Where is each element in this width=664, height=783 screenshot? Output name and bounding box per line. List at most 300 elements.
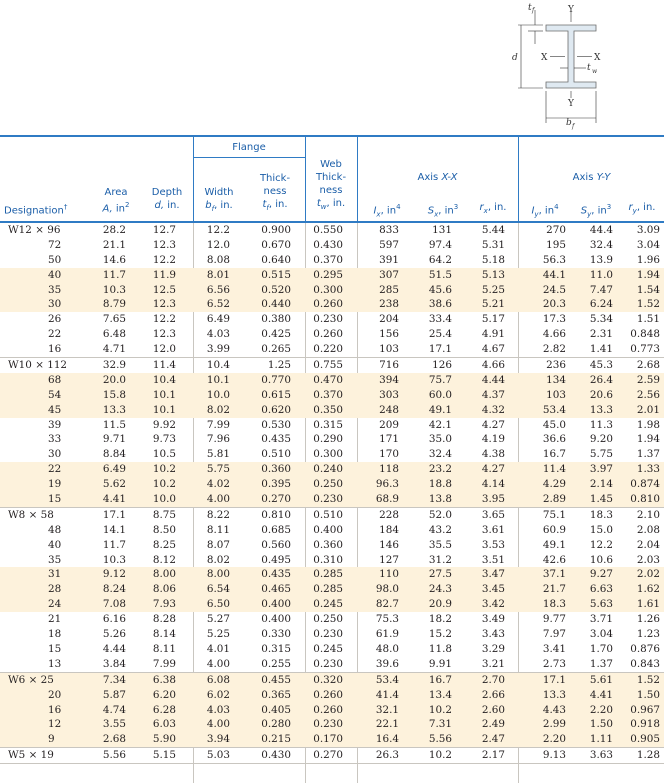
flange-width-cell: 12.0 bbox=[206, 238, 230, 251]
sx-cell: 18.2 bbox=[428, 613, 452, 626]
area-cell: 3.55 bbox=[102, 718, 126, 731]
flange-thickness-cell: 0.685 bbox=[261, 523, 291, 536]
table-row bbox=[0, 388, 664, 403]
iy-cell: 21.7 bbox=[542, 583, 566, 596]
table-row bbox=[0, 673, 664, 688]
sy-cell: 3.97 bbox=[589, 463, 613, 476]
sx-cell: 9.91 bbox=[428, 657, 452, 670]
depth-cell: 12.2 bbox=[152, 313, 176, 326]
iy-cell: 4.43 bbox=[542, 703, 566, 716]
web-thickness-cell: 0.310 bbox=[313, 553, 343, 566]
web-thickness-cell: 0.300 bbox=[313, 448, 343, 461]
rx-cell: 3.95 bbox=[481, 493, 505, 506]
iy-cell: 3.41 bbox=[542, 642, 566, 655]
flange-thickness-cell: 0.465 bbox=[261, 583, 291, 596]
web-thickness-cell: 0.370 bbox=[313, 388, 343, 401]
designation-cell: 19 bbox=[48, 478, 62, 491]
flange-width-cell: 12.2 bbox=[206, 224, 230, 236]
flange-thickness-cell: 0.270 bbox=[261, 493, 291, 506]
ry-cell: 0.905 bbox=[630, 733, 660, 746]
flange-thickness-cell: 0.560 bbox=[261, 538, 291, 551]
designation-cell: 39 bbox=[48, 418, 62, 431]
rx-cell: 2.70 bbox=[481, 673, 505, 686]
flange-thickness-cell: 0.615 bbox=[261, 388, 291, 401]
flange-width-cell: 8.07 bbox=[206, 538, 230, 551]
ry-cell: 0.848 bbox=[630, 328, 660, 341]
sx-cell: 18.8 bbox=[428, 478, 452, 491]
sx-heading: $S_x$, $in^3$ bbox=[427, 203, 459, 219]
iy-cell: 20.3 bbox=[542, 298, 566, 311]
iy-cell: 53.4 bbox=[542, 403, 566, 416]
designation-cell: 35 bbox=[48, 283, 62, 296]
sx-cell: 32.4 bbox=[428, 448, 452, 461]
depth-cell: 10.2 bbox=[152, 478, 176, 491]
sy-cell: 3.71 bbox=[589, 613, 613, 626]
web-thickness-cell: 0.470 bbox=[313, 373, 343, 386]
depth-cell: 9.73 bbox=[152, 433, 176, 446]
iy-cell: 134 bbox=[546, 373, 566, 386]
iy-cell: 4.29 bbox=[542, 478, 566, 491]
flange-width-cell: 7.99 bbox=[206, 418, 230, 431]
ry-cell: 2.56 bbox=[636, 388, 660, 401]
tf-subscript: f bbox=[532, 7, 535, 14]
flange-thickness-cell: 0.365 bbox=[261, 688, 291, 701]
web-thickness-cell: 0.230 bbox=[313, 493, 343, 506]
w-shape-cross-section-diagram bbox=[498, 0, 618, 130]
iy-cell: 236 bbox=[546, 359, 566, 372]
sy-cell: 13.3 bbox=[589, 403, 613, 416]
designation-cell: W6 × 25 bbox=[8, 673, 54, 686]
iy-cell: 36.6 bbox=[542, 433, 566, 446]
flange-group-heading: Flange bbox=[232, 142, 266, 153]
ry-cell: 1.96 bbox=[636, 253, 660, 266]
depth-cell: 10.0 bbox=[152, 493, 176, 506]
sx-cell: 131 bbox=[432, 224, 452, 236]
rx-cell: 4.66 bbox=[481, 359, 505, 372]
designation-cell: 28 bbox=[48, 583, 62, 596]
ix-cell: 98.0 bbox=[375, 583, 399, 596]
web-thickness-cell: 0.260 bbox=[313, 328, 343, 341]
designation-cell: 20 bbox=[48, 688, 62, 701]
rx-cell: 2.49 bbox=[481, 718, 505, 731]
area-cell: 14.1 bbox=[102, 523, 126, 536]
flange-width-cell: 3.94 bbox=[206, 733, 230, 746]
flange-width-cell: 8.02 bbox=[206, 553, 230, 566]
sx-cell: 97.4 bbox=[428, 238, 452, 251]
ix-heading: $I_x$, $in^4$ bbox=[373, 203, 401, 219]
sy-cell: 11.3 bbox=[589, 418, 613, 431]
flange-width-cell: 8.01 bbox=[206, 268, 230, 281]
table-row bbox=[0, 253, 664, 268]
rx-cell: 4.38 bbox=[481, 448, 505, 461]
web-thickness-cell: 0.285 bbox=[313, 568, 343, 581]
area-cell: 14.6 bbox=[102, 253, 126, 266]
ix-cell: 146 bbox=[379, 538, 399, 551]
sy-cell: 18.3 bbox=[589, 508, 613, 521]
iy-cell: 44.1 bbox=[542, 268, 566, 281]
table-row-group bbox=[0, 748, 664, 763]
sy-cell: 2.14 bbox=[589, 478, 613, 491]
flange-width-heading: Width $b_f$, in. bbox=[204, 187, 234, 213]
table-row bbox=[0, 538, 664, 553]
web-thickness-cell: 0.370 bbox=[313, 253, 343, 266]
table-row bbox=[0, 582, 664, 597]
ix-cell: 209 bbox=[379, 418, 399, 431]
designation-cell: 12 bbox=[48, 718, 62, 731]
web-thickness-cell: 0.245 bbox=[313, 598, 343, 611]
flange-width-cell: 6.52 bbox=[206, 298, 230, 311]
iy-cell: 56.3 bbox=[542, 253, 566, 266]
web-thickness-cell: 0.260 bbox=[313, 298, 343, 311]
designation-cell: W8 × 58 bbox=[8, 508, 54, 521]
flange-thickness-cell: 0.405 bbox=[261, 703, 291, 716]
flange-thickness-cell: 0.330 bbox=[261, 628, 291, 641]
web-thickness-cell: 0.755 bbox=[313, 359, 343, 372]
sx-cell: 45.6 bbox=[428, 283, 452, 296]
designation-cell: 48 bbox=[48, 523, 62, 536]
ix-cell: 32.1 bbox=[375, 703, 399, 716]
table-row bbox=[0, 688, 664, 703]
ry-cell: 1.51 bbox=[636, 313, 660, 326]
ry-cell: 2.08 bbox=[636, 523, 660, 536]
depth-cell: 6.28 bbox=[152, 703, 176, 716]
flange-thickness-cell: 0.280 bbox=[261, 718, 291, 731]
depth-cell: 6.20 bbox=[152, 688, 176, 701]
flange-width-cell: 10.1 bbox=[206, 373, 230, 386]
ry-cell: 2.68 bbox=[636, 359, 660, 372]
area-cell: 13.3 bbox=[102, 403, 126, 416]
ix-cell: 171 bbox=[379, 433, 399, 446]
sx-cell: 60.0 bbox=[428, 388, 452, 401]
sy-cell: 5.63 bbox=[589, 598, 613, 611]
rx-cell: 5.17 bbox=[481, 313, 505, 326]
table-row bbox=[0, 717, 664, 732]
ix-cell: 127 bbox=[379, 553, 399, 566]
area-cell: 4.71 bbox=[102, 343, 126, 356]
sx-cell: 35.5 bbox=[428, 538, 452, 551]
table-row bbox=[0, 342, 664, 357]
sx-cell: 24.3 bbox=[428, 583, 452, 596]
ry-cell: 2.02 bbox=[636, 568, 660, 581]
sx-cell: 13.8 bbox=[428, 493, 452, 506]
designation-heading: Designation† bbox=[4, 203, 68, 217]
area-cell: 11.7 bbox=[102, 538, 126, 551]
iy-heading: $I_y$, $in^4$ bbox=[531, 203, 559, 219]
flange-thickness-cell: 0.255 bbox=[261, 657, 291, 670]
designation-cell: 72 bbox=[48, 238, 62, 251]
table-row-group bbox=[0, 673, 664, 747]
table-row bbox=[0, 358, 664, 373]
depth-cell: 10.2 bbox=[152, 463, 176, 476]
depth-cell: 6.38 bbox=[152, 673, 176, 686]
ix-cell: 39.6 bbox=[375, 657, 399, 670]
rx-cell: 5.31 bbox=[481, 238, 505, 251]
sx-cell: 15.2 bbox=[428, 628, 452, 641]
ix-cell: 26.3 bbox=[375, 749, 399, 762]
iy-cell: 103 bbox=[546, 388, 566, 401]
rx-cell: 3.42 bbox=[481, 598, 505, 611]
depth-cell: 11.4 bbox=[152, 359, 176, 372]
table-row bbox=[0, 327, 664, 342]
area-cell: 10.3 bbox=[102, 553, 126, 566]
rx-cell: 3.47 bbox=[481, 568, 505, 581]
sx-cell: 25.4 bbox=[428, 328, 452, 341]
flange-width-cell: 4.00 bbox=[206, 718, 230, 731]
area-cell: 21.1 bbox=[102, 238, 126, 251]
web-thickness-cell: 0.260 bbox=[313, 703, 343, 716]
depth-cell: 8.25 bbox=[152, 538, 176, 551]
ix-cell: 75.3 bbox=[375, 613, 399, 626]
ix-cell: 41.4 bbox=[375, 688, 399, 701]
web-thickness-cell: 0.245 bbox=[313, 642, 343, 655]
area-cell: 5.56 bbox=[102, 749, 126, 762]
sx-cell: 10.2 bbox=[428, 749, 452, 762]
ry-cell: 1.23 bbox=[636, 628, 660, 641]
rx-cell: 3.45 bbox=[481, 583, 505, 596]
sy-cell: 13.9 bbox=[589, 253, 613, 266]
flange-width-cell: 10.4 bbox=[206, 359, 230, 372]
sx-cell: 17.1 bbox=[428, 343, 452, 356]
flange-width-cell: 3.99 bbox=[206, 343, 230, 356]
ry-cell: 2.01 bbox=[636, 403, 660, 416]
sy-heading: $S_y$, $in^3$ bbox=[580, 203, 612, 219]
sy-cell: 9.20 bbox=[589, 433, 613, 446]
ry-cell: 2.59 bbox=[636, 373, 660, 386]
designation-cell: 50 bbox=[48, 253, 62, 266]
flange-width-cell: 6.56 bbox=[206, 283, 230, 296]
ix-cell: 394 bbox=[379, 373, 399, 386]
depth-cell: 12.2 bbox=[152, 253, 176, 266]
ry-heading: $r_y$, in. bbox=[628, 202, 656, 215]
area-cell: 10.3 bbox=[102, 283, 126, 296]
iy-cell: 24.5 bbox=[542, 283, 566, 296]
flange-width-cell: 5.27 bbox=[206, 613, 230, 626]
designation-cell: 30 bbox=[48, 298, 62, 311]
rx-cell: 3.53 bbox=[481, 538, 505, 551]
flange-width-cell: 5.81 bbox=[206, 448, 230, 461]
table-row bbox=[0, 312, 664, 327]
flange-width-cell: 8.11 bbox=[206, 523, 230, 536]
flange-thickness-cell: 0.215 bbox=[261, 733, 291, 746]
flange-thickness-cell: 0.400 bbox=[261, 598, 291, 611]
area-cell: 7.65 bbox=[102, 313, 126, 326]
flange-width-cell: 4.00 bbox=[206, 657, 230, 670]
designation-cell: 21 bbox=[48, 613, 62, 626]
rx-cell: 5.13 bbox=[481, 268, 505, 281]
rx-cell: 4.27 bbox=[481, 418, 505, 431]
web-thickness-cell: 0.240 bbox=[313, 463, 343, 476]
area-cell: 2.68 bbox=[102, 733, 126, 746]
sy-cell: 1.11 bbox=[589, 733, 613, 746]
area-cell: 11.5 bbox=[102, 418, 126, 431]
area-cell: 11.7 bbox=[102, 268, 126, 281]
iy-cell: 270 bbox=[546, 224, 566, 236]
depth-cell: 8.50 bbox=[152, 523, 176, 536]
sy-cell: 12.2 bbox=[589, 538, 613, 551]
flange-underline bbox=[193, 157, 305, 158]
table-row bbox=[0, 492, 664, 507]
iy-cell: 2.89 bbox=[542, 493, 566, 506]
table-row bbox=[0, 462, 664, 477]
designation-cell: 30 bbox=[48, 448, 62, 461]
area-cell: 3.84 bbox=[102, 657, 126, 670]
area-cell: 15.8 bbox=[102, 388, 126, 401]
web-thickness-cell: 0.220 bbox=[313, 343, 343, 356]
sx-cell: 11.8 bbox=[428, 642, 452, 655]
sy-cell: 11.0 bbox=[589, 268, 613, 281]
area-cell: 6.48 bbox=[102, 328, 126, 341]
rx-cell: 4.37 bbox=[481, 388, 505, 401]
flange-thickness-cell: 0.435 bbox=[261, 433, 291, 446]
ry-cell: 0.874 bbox=[630, 478, 660, 491]
flange-thickness-cell: 0.430 bbox=[261, 749, 291, 762]
area-cell: 9.12 bbox=[102, 568, 126, 581]
ix-cell: 48.0 bbox=[375, 642, 399, 655]
designation-cell: 22 bbox=[48, 328, 62, 341]
ix-cell: 184 bbox=[379, 523, 399, 536]
ix-cell: 307 bbox=[379, 268, 399, 281]
ry-cell: 2.03 bbox=[636, 553, 660, 566]
designation-cell: 35 bbox=[48, 553, 62, 566]
ry-cell: 0.876 bbox=[630, 642, 660, 655]
iy-cell: 13.3 bbox=[542, 688, 566, 701]
ix-cell: 82.7 bbox=[375, 598, 399, 611]
table-row bbox=[0, 703, 664, 718]
web-thickness-cell: 0.285 bbox=[313, 583, 343, 596]
sx-cell: 10.2 bbox=[428, 703, 452, 716]
sy-cell: 26.4 bbox=[589, 373, 613, 386]
sy-cell: 9.27 bbox=[589, 568, 613, 581]
header-separator bbox=[305, 137, 306, 222]
flange-thickness-cell: 0.900 bbox=[261, 224, 291, 236]
web-thickness-cell: 0.350 bbox=[313, 403, 343, 416]
flange-width-cell: 10.0 bbox=[206, 388, 230, 401]
x-axis-left-label: X bbox=[541, 53, 548, 63]
iy-cell: 9.77 bbox=[542, 613, 566, 626]
flange-thickness-cell: 0.425 bbox=[261, 328, 291, 341]
ix-cell: 391 bbox=[379, 253, 399, 266]
rx-cell: 4.67 bbox=[481, 343, 505, 356]
web-thickness-cell: 0.400 bbox=[313, 523, 343, 536]
rx-cell: 4.91 bbox=[481, 328, 505, 341]
ry-cell: 1.61 bbox=[636, 598, 660, 611]
rx-cell: 5.44 bbox=[481, 224, 505, 236]
table-row bbox=[0, 403, 664, 418]
flange-width-cell: 6.50 bbox=[206, 598, 230, 611]
flange-thickness-cell: 1.25 bbox=[267, 359, 291, 372]
flange-width-cell: 6.49 bbox=[206, 313, 230, 326]
rx-cell: 2.60 bbox=[481, 703, 505, 716]
table-row bbox=[0, 447, 664, 462]
flange-width-cell: 5.25 bbox=[206, 628, 230, 641]
flange-width-cell: 7.96 bbox=[206, 433, 230, 446]
area-cell: 9.71 bbox=[102, 433, 126, 446]
ry-cell: 1.94 bbox=[636, 433, 660, 446]
ry-cell: 1.26 bbox=[636, 613, 660, 626]
flange-width-cell: 6.02 bbox=[206, 688, 230, 701]
depth-cell: 12.7 bbox=[152, 224, 176, 236]
designation-cell: 68 bbox=[48, 373, 62, 386]
depth-cell: 11.9 bbox=[152, 268, 176, 281]
rx-heading: $r_x$, in. bbox=[479, 202, 507, 215]
web-thickness-cell: 0.550 bbox=[313, 224, 343, 236]
flange-thickness-cell: 0.515 bbox=[261, 268, 291, 281]
sy-cell: 3.63 bbox=[589, 749, 613, 762]
area-cell: 6.16 bbox=[102, 613, 126, 626]
web-thickness-cell: 0.270 bbox=[313, 749, 343, 762]
depth-cell: 9.92 bbox=[152, 418, 176, 431]
sx-cell: 49.1 bbox=[428, 403, 452, 416]
depth-cell: 12.0 bbox=[152, 343, 176, 356]
designation-cell: 13 bbox=[48, 657, 62, 670]
iy-cell: 7.97 bbox=[542, 628, 566, 641]
sy-cell: 1.37 bbox=[589, 657, 613, 670]
flange-width-cell: 8.00 bbox=[206, 568, 230, 581]
y-axis-bottom-label: Y bbox=[568, 99, 574, 109]
depth-cell: 8.00 bbox=[152, 568, 176, 581]
depth-label: d bbox=[512, 53, 518, 63]
flange-thickness-cell: 0.810 bbox=[261, 508, 291, 521]
depth-cell: 5.90 bbox=[152, 733, 176, 746]
sx-cell: 20.9 bbox=[428, 598, 452, 611]
ry-cell: 3.09 bbox=[636, 224, 660, 236]
iy-cell: 45.0 bbox=[542, 418, 566, 431]
ry-cell: 3.04 bbox=[636, 238, 660, 251]
ix-cell: 833 bbox=[379, 224, 399, 236]
iy-cell: 16.7 bbox=[542, 448, 566, 461]
sx-cell: 35.0 bbox=[428, 433, 452, 446]
bf-subscript: f bbox=[572, 123, 575, 130]
flange-thickness-cell: 0.510 bbox=[261, 448, 291, 461]
rx-cell: 2.47 bbox=[481, 733, 505, 746]
flange-thickness-cell: 0.315 bbox=[261, 642, 291, 655]
sx-cell: 52.0 bbox=[428, 508, 452, 521]
ix-cell: 16.4 bbox=[375, 733, 399, 746]
sx-cell: 7.31 bbox=[428, 718, 452, 731]
designation-cell: 22 bbox=[48, 463, 62, 476]
table-row bbox=[0, 297, 664, 312]
web-thickness-cell: 0.300 bbox=[313, 283, 343, 296]
depth-cell: 10.1 bbox=[152, 388, 176, 401]
depth-cell: 8.06 bbox=[152, 583, 176, 596]
ix-cell: 228 bbox=[379, 508, 399, 521]
flange-thickness-heading: Thick- ness $t_f$, in. bbox=[259, 173, 291, 212]
depth-cell: 8.75 bbox=[152, 508, 176, 521]
rx-cell: 3.51 bbox=[481, 553, 505, 566]
table-row bbox=[0, 432, 664, 447]
rx-cell: 4.44 bbox=[481, 373, 505, 386]
area-cell: 6.49 bbox=[102, 463, 126, 476]
table-row bbox=[0, 657, 664, 672]
ix-cell: 110 bbox=[379, 568, 399, 581]
sx-cell: 33.4 bbox=[428, 313, 452, 326]
designation-cell: 45 bbox=[48, 403, 62, 416]
ry-cell: 0.843 bbox=[630, 657, 660, 670]
sy-cell: 6.63 bbox=[589, 583, 613, 596]
axis-yy-heading: Axis Y-Y bbox=[572, 172, 611, 183]
web-thickness-cell: 0.250 bbox=[313, 478, 343, 491]
rx-cell: 5.21 bbox=[481, 298, 505, 311]
flange-width-cell: 4.01 bbox=[206, 642, 230, 655]
ry-cell: 2.10 bbox=[636, 508, 660, 521]
flange-width-cell: 5.03 bbox=[206, 749, 230, 762]
designation-cell: 15 bbox=[48, 642, 62, 655]
area-cell: 5.26 bbox=[102, 628, 126, 641]
flange-thickness-cell: 0.435 bbox=[261, 568, 291, 581]
sy-cell: 5.75 bbox=[589, 448, 613, 461]
sy-cell: 45.3 bbox=[589, 359, 613, 372]
area-cell: 8.84 bbox=[102, 448, 126, 461]
